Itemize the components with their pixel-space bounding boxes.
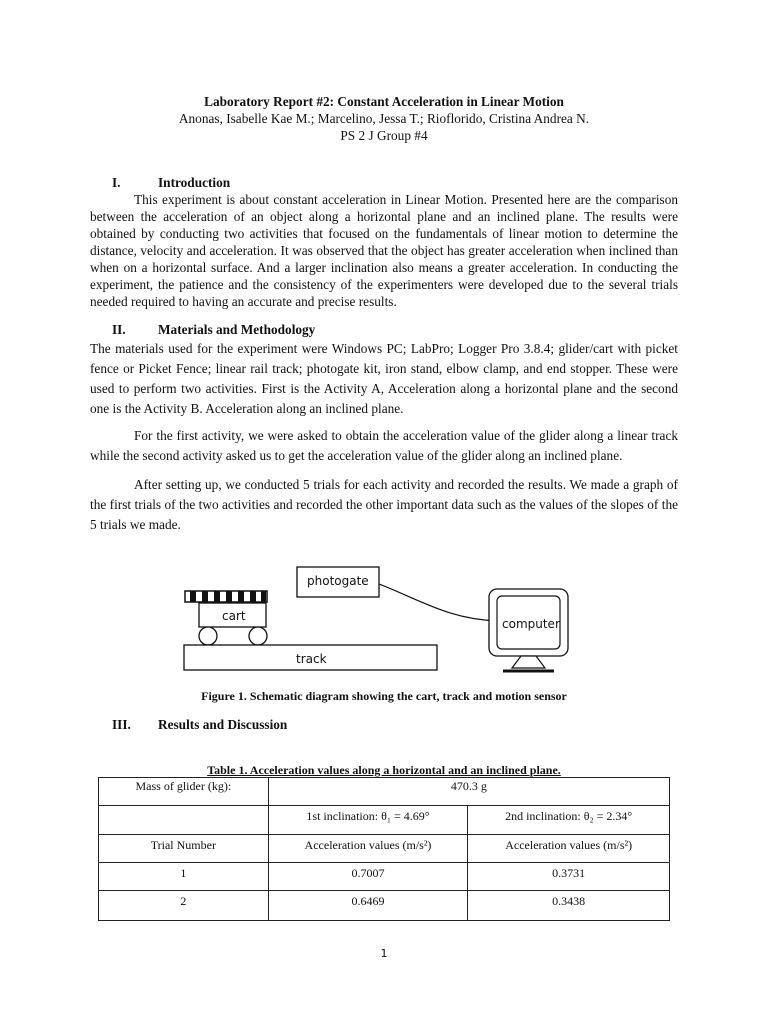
table-row bbox=[99, 778, 670, 806]
sensor-cable bbox=[379, 584, 500, 621]
section-title: Introduction bbox=[158, 175, 231, 190]
mass-value-cell: 470.3 g bbox=[268, 778, 669, 806]
cart-wheel-right bbox=[249, 627, 267, 645]
section-title: Materials and Methodology bbox=[158, 322, 316, 337]
trial-number-cell: 1 bbox=[99, 863, 269, 891]
trial-number-cell: 2 bbox=[99, 891, 269, 921]
mass-label-cell: Mass of glider (kg): bbox=[99, 778, 269, 806]
section-number: II. bbox=[112, 322, 126, 337]
track-label: track bbox=[296, 652, 327, 666]
figure-caption: Figure 1. Schematic diagram showing the cart, track and motion sensor bbox=[201, 689, 567, 703]
column-header-acceleration-1: Acceleration values (m/s²) bbox=[268, 835, 468, 863]
schematic-diagram bbox=[0, 555, 768, 680]
empty-cell bbox=[99, 806, 269, 835]
table-caption: Table 1. Acceleration values along a horizontal and an inclined plane. bbox=[207, 763, 561, 777]
table-row bbox=[99, 863, 670, 891]
section-number: III. bbox=[112, 717, 131, 732]
section-heading-results bbox=[112, 717, 287, 733]
cart-wheel-left bbox=[199, 627, 217, 645]
section-heading-introduction bbox=[112, 175, 230, 191]
introduction-paragraph: This experiment is about constant acceleration in Linear Motion. Presented here are the comparison between the acceleration of an object along a horizontal plane and an inclined plane. The results were obtained by conducting two activities that focused on the fundamentals of linear motion to determine the distance, velocity and acceleration. It was observed that the object has greater acceleration when inclined than when on a horizontal surface. And a larger inclination also means a greater acceleration. In conducting the experiment, the patience and the consistency of the experimenters were developed due to the several trials needed required to having an accurate and precise results. bbox=[90, 192, 678, 309]
page-number: 1 bbox=[380, 947, 388, 960]
inclination-2-cell: 2nd inclination: θ₂ = 2.34° bbox=[468, 806, 670, 835]
acceleration-2-cell: 0.3731 bbox=[468, 863, 670, 891]
section-number: I. bbox=[112, 175, 121, 190]
title-block bbox=[0, 93, 768, 144]
table-row bbox=[99, 835, 670, 863]
photogate-label: photogate bbox=[307, 574, 369, 588]
table-row bbox=[99, 806, 670, 835]
column-header-trial: Trial Number bbox=[99, 835, 269, 863]
trials-paragraph: After setting up, we conducted 5 trials for each activity and recorded the results. We made a graph of the first trials of the two activities and recorded the other important data such as the values of the slopes of the 5 trials we made. bbox=[90, 477, 678, 532]
materials-paragraph: The materials used for the experiment were Windows PC; LabPro; Logger Pro 3.8.4; glider/cart with picket fence or Picket Fence; linear rail track; photogate kit, iron stand, elbow clamp, and end stopper. These were used to perform two activities. First is the Activity A, Acceleration along a horizontal plane and the second one is the Activity B. Acceleration along an inclined plane. bbox=[90, 341, 678, 416]
acceleration-table bbox=[98, 777, 670, 921]
report-title: Laboratory Report #2: Constant Acceleration in Linear Motion bbox=[204, 94, 564, 109]
section-title: Results and Discussion bbox=[158, 717, 288, 732]
picket-fence bbox=[185, 591, 267, 602]
monitor-stand bbox=[512, 656, 545, 668]
section-heading-materials bbox=[112, 322, 315, 338]
computer-label: computer bbox=[502, 617, 560, 631]
table-row bbox=[99, 891, 670, 921]
acceleration-2-cell: 0.3438 bbox=[468, 891, 670, 921]
column-header-acceleration-2: Acceleration values (m/s²) bbox=[468, 835, 670, 863]
author-list: Anonas, Isabelle Kae M.; Marcelino, Jessa T.; Rioflorido, Cristina Andrea N. bbox=[178, 111, 590, 126]
acceleration-1-cell: 0.6469 bbox=[268, 891, 468, 921]
acceleration-1-cell: 0.7007 bbox=[268, 863, 468, 891]
group-label: PS 2 J Group #4 bbox=[340, 128, 428, 143]
activities-paragraph: For the first activity, we were asked to obtain the acceleration value of the glider along a linear track while the second activity asked us to get the acceleration value of the glider along an inclined plane. bbox=[90, 428, 678, 463]
schematic-figure bbox=[0, 555, 768, 680]
cart-label: cart bbox=[222, 609, 246, 623]
inclination-1-cell: 1st inclination: θ₁ = 4.69° bbox=[268, 806, 468, 835]
